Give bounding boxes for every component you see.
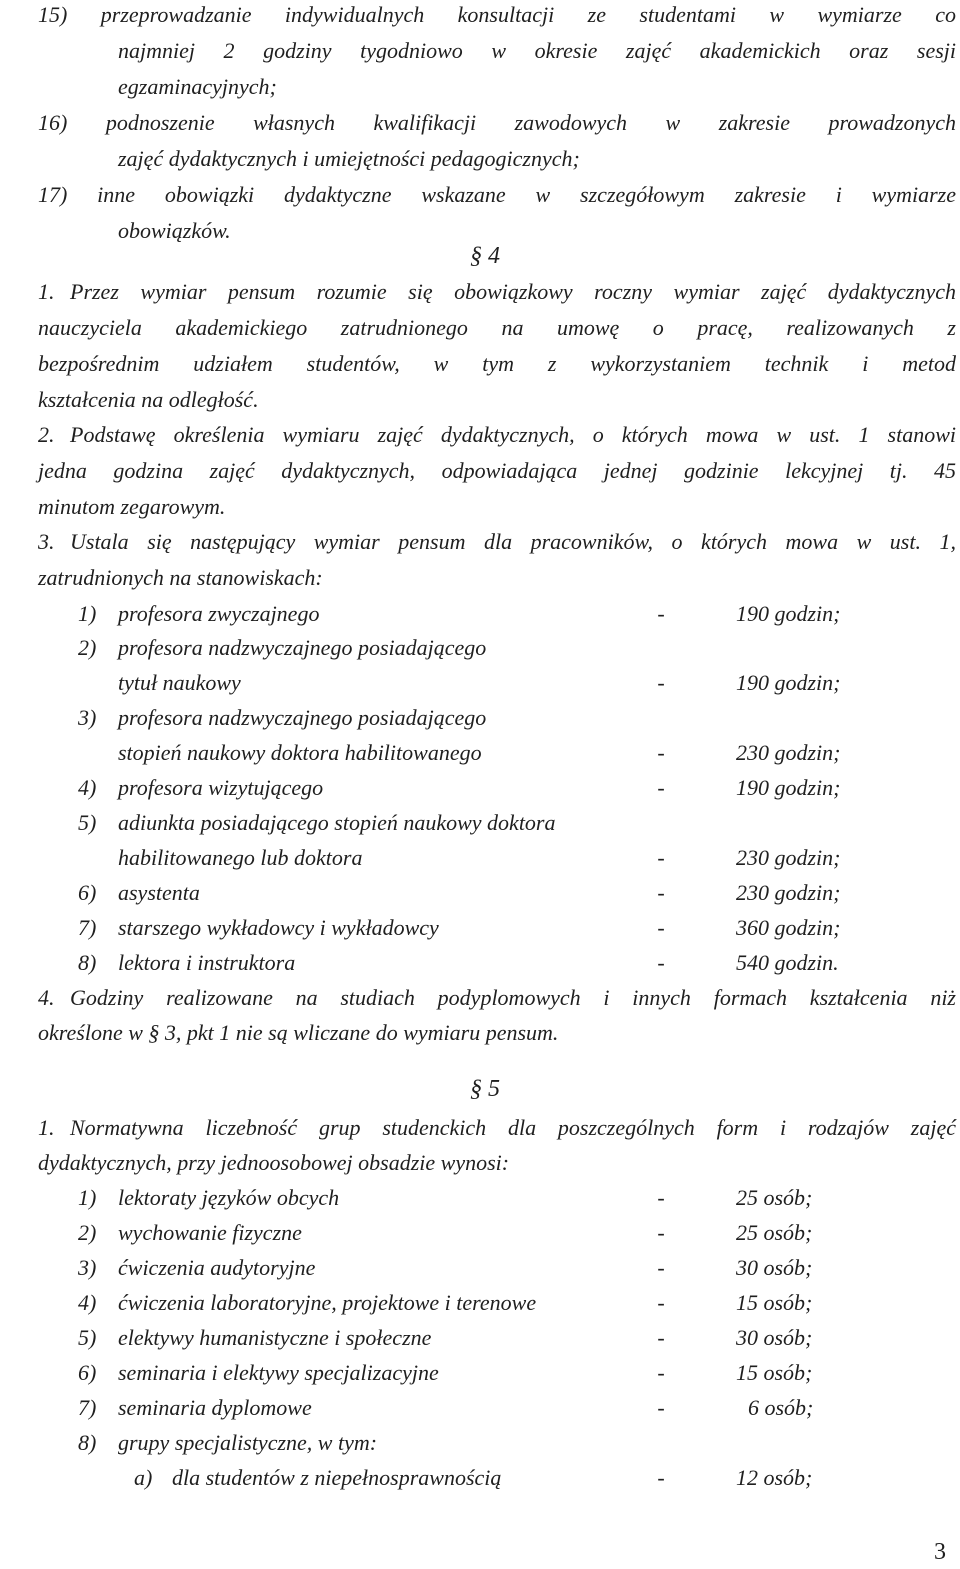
group-number: 7) bbox=[78, 1395, 97, 1420]
s5-p1-line-1: Normatywna liczebność grup studenckich dla poszczególnych form i rodzajów zajęć bbox=[70, 1115, 956, 1140]
group-number: 1) bbox=[78, 1185, 97, 1210]
group-dash: - bbox=[657, 1220, 665, 1245]
group-label: ćwiczenia laboratoryjne, projektowe i terenowe bbox=[118, 1290, 537, 1315]
position-dash: - bbox=[657, 740, 665, 765]
s4-p3-line-1: Ustala się następujący wymiar pensum dla pracowników, o których mowa w ust. 1, bbox=[70, 529, 956, 554]
group-number: 4) bbox=[78, 1290, 97, 1315]
section-4-heading: § 4 bbox=[470, 243, 500, 269]
position-hours: 230 godzin; bbox=[736, 845, 841, 870]
item-17-line-1: 17) inne obowiązki dydaktyczne wskazane w szczegółowym zakresie i wymiarze bbox=[38, 182, 956, 207]
s4-p2-line-3: minutom zegarowym. bbox=[38, 494, 226, 519]
position-label: profesora zwyczajnego bbox=[118, 601, 320, 626]
s5-p1-line-2: dydaktycznych, przy jednoosobowej obsadzie wynosi: bbox=[38, 1150, 510, 1175]
position-hours: 230 godzin; bbox=[736, 740, 841, 765]
group-number: 8) bbox=[78, 1430, 97, 1455]
position-label: profesora wizytującego bbox=[118, 775, 324, 800]
position-label: profesora nadzwyczajnego posiadającego bbox=[118, 705, 487, 730]
position-label-cont: habilitowanego lub doktora bbox=[118, 845, 363, 870]
group-number: 3) bbox=[78, 1255, 97, 1280]
group-label: wychowanie fizyczne bbox=[118, 1220, 302, 1245]
s4-p1-line-1: Przez wymiar pensum rozumie się obowiązkowy roczny wymiar zajęć dydaktycznych bbox=[70, 279, 956, 304]
group-count: 15 osób; bbox=[736, 1290, 813, 1315]
position-number: 7) bbox=[78, 915, 97, 940]
group-number: 5) bbox=[78, 1325, 97, 1350]
s4-p4-line-2: określone w § 3, pkt 1 nie są wliczane do wymiaru pensum. bbox=[38, 1020, 559, 1045]
group-count: 6 osób; bbox=[748, 1395, 814, 1420]
position-dash: - bbox=[657, 915, 665, 940]
position-dash: - bbox=[657, 950, 665, 975]
group-dash: - bbox=[657, 1360, 665, 1385]
position-label-cont: stopień naukowy doktora habilitowanego bbox=[118, 740, 482, 765]
item-15-line-3: egzaminacyjnych; bbox=[118, 74, 277, 99]
position-number: 1) bbox=[78, 601, 97, 626]
group-dash: - bbox=[657, 1185, 665, 1210]
position-dash: - bbox=[657, 775, 665, 800]
group-number: 2) bbox=[78, 1220, 97, 1245]
position-dash: - bbox=[657, 670, 665, 695]
position-hours: 190 godzin; bbox=[736, 601, 841, 626]
group-dash: - bbox=[657, 1395, 665, 1420]
group-count: 25 osób; bbox=[736, 1185, 813, 1210]
group-label: seminaria i elektywy specjalizacyjne bbox=[118, 1360, 439, 1385]
group-count: 30 osób; bbox=[736, 1255, 813, 1280]
group-label: grupy specjalistyczne, w tym: bbox=[118, 1430, 378, 1455]
position-number: 8) bbox=[78, 950, 97, 975]
s4-p1-number: 1. bbox=[38, 279, 55, 304]
page-number: 3 bbox=[934, 1539, 946, 1565]
position-dash: - bbox=[657, 845, 665, 870]
position-label: lektora i instruktora bbox=[118, 950, 296, 975]
position-number: 4) bbox=[78, 775, 97, 800]
group-label: seminaria dyplomowe bbox=[118, 1395, 312, 1420]
position-label: asystenta bbox=[118, 880, 200, 905]
s4-p1-line-3: bezpośrednim udziałem studentów, w tym z wykorzystaniem technik i metod bbox=[38, 351, 956, 376]
subgroup-count: 12 osób; bbox=[736, 1465, 813, 1490]
position-number: 6) bbox=[78, 880, 97, 905]
position-label: adiunkta posiadającego stopień naukowy doktora bbox=[118, 810, 556, 835]
group-count: 15 osób; bbox=[736, 1360, 813, 1385]
group-count: 25 osób; bbox=[736, 1220, 813, 1245]
s4-p4-line-1: Godziny realizowane na studiach podyplomowych i innych formach kształcenia niż bbox=[70, 985, 956, 1010]
s4-p2-line-2: jedna godzina zajęć dydaktycznych, odpowiadająca jednej godzinie lekcyjnej tj. 45 bbox=[38, 458, 956, 483]
s4-p1-line-4: kształcenia na odległość. bbox=[38, 387, 259, 412]
subgroup-letter: a) bbox=[134, 1465, 153, 1490]
s4-p3-line-2: zatrudnionych na stanowiskach: bbox=[38, 565, 323, 590]
position-hours: 360 godzin; bbox=[736, 915, 841, 940]
position-hours: 190 godzin; bbox=[736, 670, 841, 695]
s5-p1-number: 1. bbox=[38, 1115, 55, 1140]
group-dash: - bbox=[657, 1325, 665, 1350]
position-dash: - bbox=[657, 880, 665, 905]
position-hours: 540 godzin. bbox=[736, 950, 839, 975]
position-number: 3) bbox=[78, 705, 97, 730]
subgroup-label: dla studentów z niepełnosprawnością bbox=[172, 1465, 502, 1490]
s4-p2-line-1: Podstawę określenia wymiaru zajęć dydaktycznych, o których mowa w ust. 1 stanowi bbox=[70, 422, 956, 447]
subgroup-dash: - bbox=[657, 1465, 665, 1490]
s4-p3-number: 3. bbox=[38, 529, 55, 554]
position-number: 2) bbox=[78, 635, 97, 660]
position-label-cont: tytuł naukowy bbox=[118, 670, 241, 695]
s4-p2-number: 2. bbox=[38, 422, 55, 447]
position-hours: 230 godzin; bbox=[736, 880, 841, 905]
item-16-line-2: zajęć dydaktycznych i umiejętności pedagogicznych; bbox=[118, 146, 580, 171]
group-count: 30 osób; bbox=[736, 1325, 813, 1350]
s4-p4-number: 4. bbox=[38, 985, 55, 1010]
item-15-line-2: najmniej 2 godziny tygodniowo w okresie zajęć akademickich oraz sesji bbox=[118, 38, 956, 63]
s4-p1-line-2: nauczyciela akademickiego zatrudnionego na umowę o pracę, realizowanych z bbox=[38, 315, 956, 340]
group-label: ćwiczenia audytoryjne bbox=[118, 1255, 316, 1280]
position-dash: - bbox=[657, 601, 665, 626]
item-16-line-1: 16) podnoszenie własnych kwalifikacji zawodowych w zakresie prowadzonych bbox=[38, 110, 956, 135]
position-number: 5) bbox=[78, 810, 97, 835]
group-label: lektoraty języków obcych bbox=[118, 1185, 340, 1210]
section-5-heading: § 5 bbox=[470, 1076, 500, 1102]
position-label: starszego wykładowcy i wykładowcy bbox=[118, 915, 439, 940]
group-dash: - bbox=[657, 1290, 665, 1315]
group-dash: - bbox=[657, 1255, 665, 1280]
position-label: profesora nadzwyczajnego posiadającego bbox=[118, 635, 487, 660]
group-label: elektywy humanistyczne i społeczne bbox=[118, 1325, 432, 1350]
group-number: 6) bbox=[78, 1360, 97, 1385]
position-hours: 190 godzin; bbox=[736, 775, 841, 800]
item-17-line-2: obowiązków. bbox=[118, 218, 231, 243]
item-15-line-1: 15) przeprowadzanie indywidualnych konsultacji ze studentami w wymiarze co bbox=[38, 2, 956, 27]
